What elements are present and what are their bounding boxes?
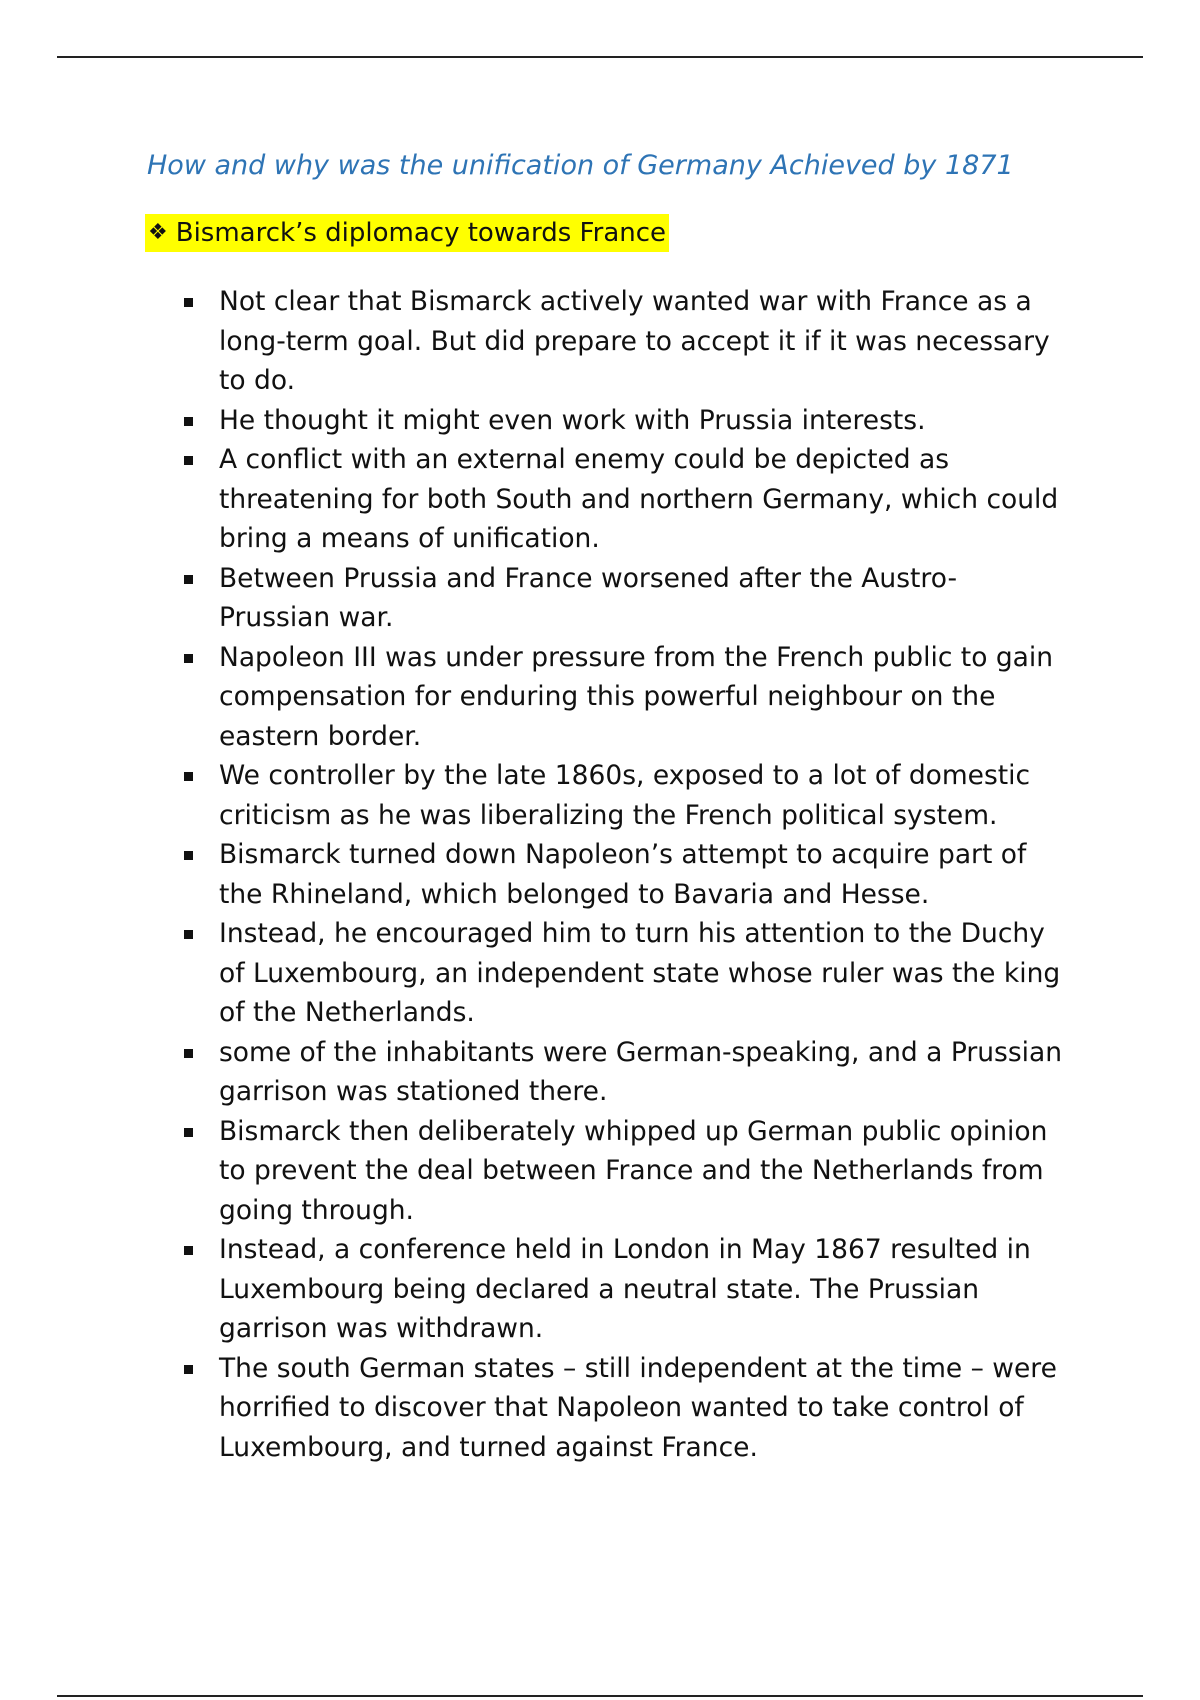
list-item-text: Napoleon III was under pressure from the French public to gain compensation for enduring this powerful neighbour on the eastern border. xyxy=(219,641,1054,752)
section-heading xyxy=(145,214,669,252)
list-item-text: We controller by the late 1860s, exposed to a lot of domestic criticism as he was liberalizing the French political system. xyxy=(219,760,1031,831)
list-item-text: A conflict with an external enemy could be depicted as threatening for both South and northern Germany, which could bring a means of unification. xyxy=(219,444,1059,554)
square-bullet-icon xyxy=(184,1246,193,1255)
square-bullet-icon xyxy=(184,1128,193,1137)
list-item-text: The south German states – still independent at the time – were horrified to discover that Napoleon wanted to take control of Luxembourg, and turned against France. xyxy=(219,1352,1057,1463)
list-item xyxy=(184,835,1064,914)
list-item-text: Bismarck then deliberately whipped up German public opinion to prevent the deal between France and the Netherlands from going through. xyxy=(219,1115,1048,1226)
square-bullet-icon xyxy=(184,456,193,465)
list-item-text: Bismarck turned down Napoleon’s attempt to acquire part of the Rhineland, which belonged to Bavaria and Hesse. xyxy=(219,839,1027,910)
list-item xyxy=(184,559,1064,638)
document-title: How and why was the unification of Germany Achieved by 1871 xyxy=(147,150,1014,181)
list-item-text: Instead, he encouraged him to turn his attention to the Duchy of Luxembourg, an independent state whose ruler was the king of the Netherlands. xyxy=(219,918,1061,1028)
square-bullet-icon xyxy=(184,654,193,663)
list-item xyxy=(184,638,1064,757)
list-item xyxy=(184,1033,1064,1112)
list-item xyxy=(184,1230,1064,1349)
square-bullet-icon xyxy=(184,298,193,307)
list-item-text: some of the inhabitants were German-speaking, and a Prussian garrison was stationed there. xyxy=(219,1036,1063,1107)
bottom-rule xyxy=(57,1695,1143,1697)
list-item-text: He thought it might even work with Prussia interests. xyxy=(219,404,926,436)
list-item xyxy=(184,1349,1064,1468)
square-bullet-icon xyxy=(184,1049,193,1058)
list-item xyxy=(184,1112,1064,1231)
top-rule xyxy=(57,56,1143,58)
square-bullet-icon xyxy=(184,851,193,860)
square-bullet-icon xyxy=(184,575,193,584)
list-item-text: Between Prussia and France worsened after the Austro-Prussian war. xyxy=(219,562,958,633)
list-item xyxy=(184,914,1064,1033)
list-item-text: Not clear that Bismarck actively wanted war with France as a long-term goal. But did prepare to accept it if it was necessary to do. xyxy=(219,286,1050,396)
list-item xyxy=(184,756,1064,835)
square-bullet-icon xyxy=(184,1365,193,1374)
list-item xyxy=(184,282,1064,401)
list-item-text: Instead, a conference held in London in May 1867 resulted in Luxembourg being declared a neutral state. The Prussian garrison was withdrawn. xyxy=(219,1234,1031,1344)
square-bullet-icon xyxy=(184,930,193,939)
list-item xyxy=(184,440,1064,559)
square-bullet-icon xyxy=(184,772,193,781)
bullet-list xyxy=(184,282,1064,1467)
list-item xyxy=(184,401,1064,441)
four-diamond-bullet-icon: ❖ xyxy=(148,220,168,245)
square-bullet-icon xyxy=(184,417,193,426)
section-heading-label: Bismarck’s diplomacy towards France xyxy=(175,218,667,248)
